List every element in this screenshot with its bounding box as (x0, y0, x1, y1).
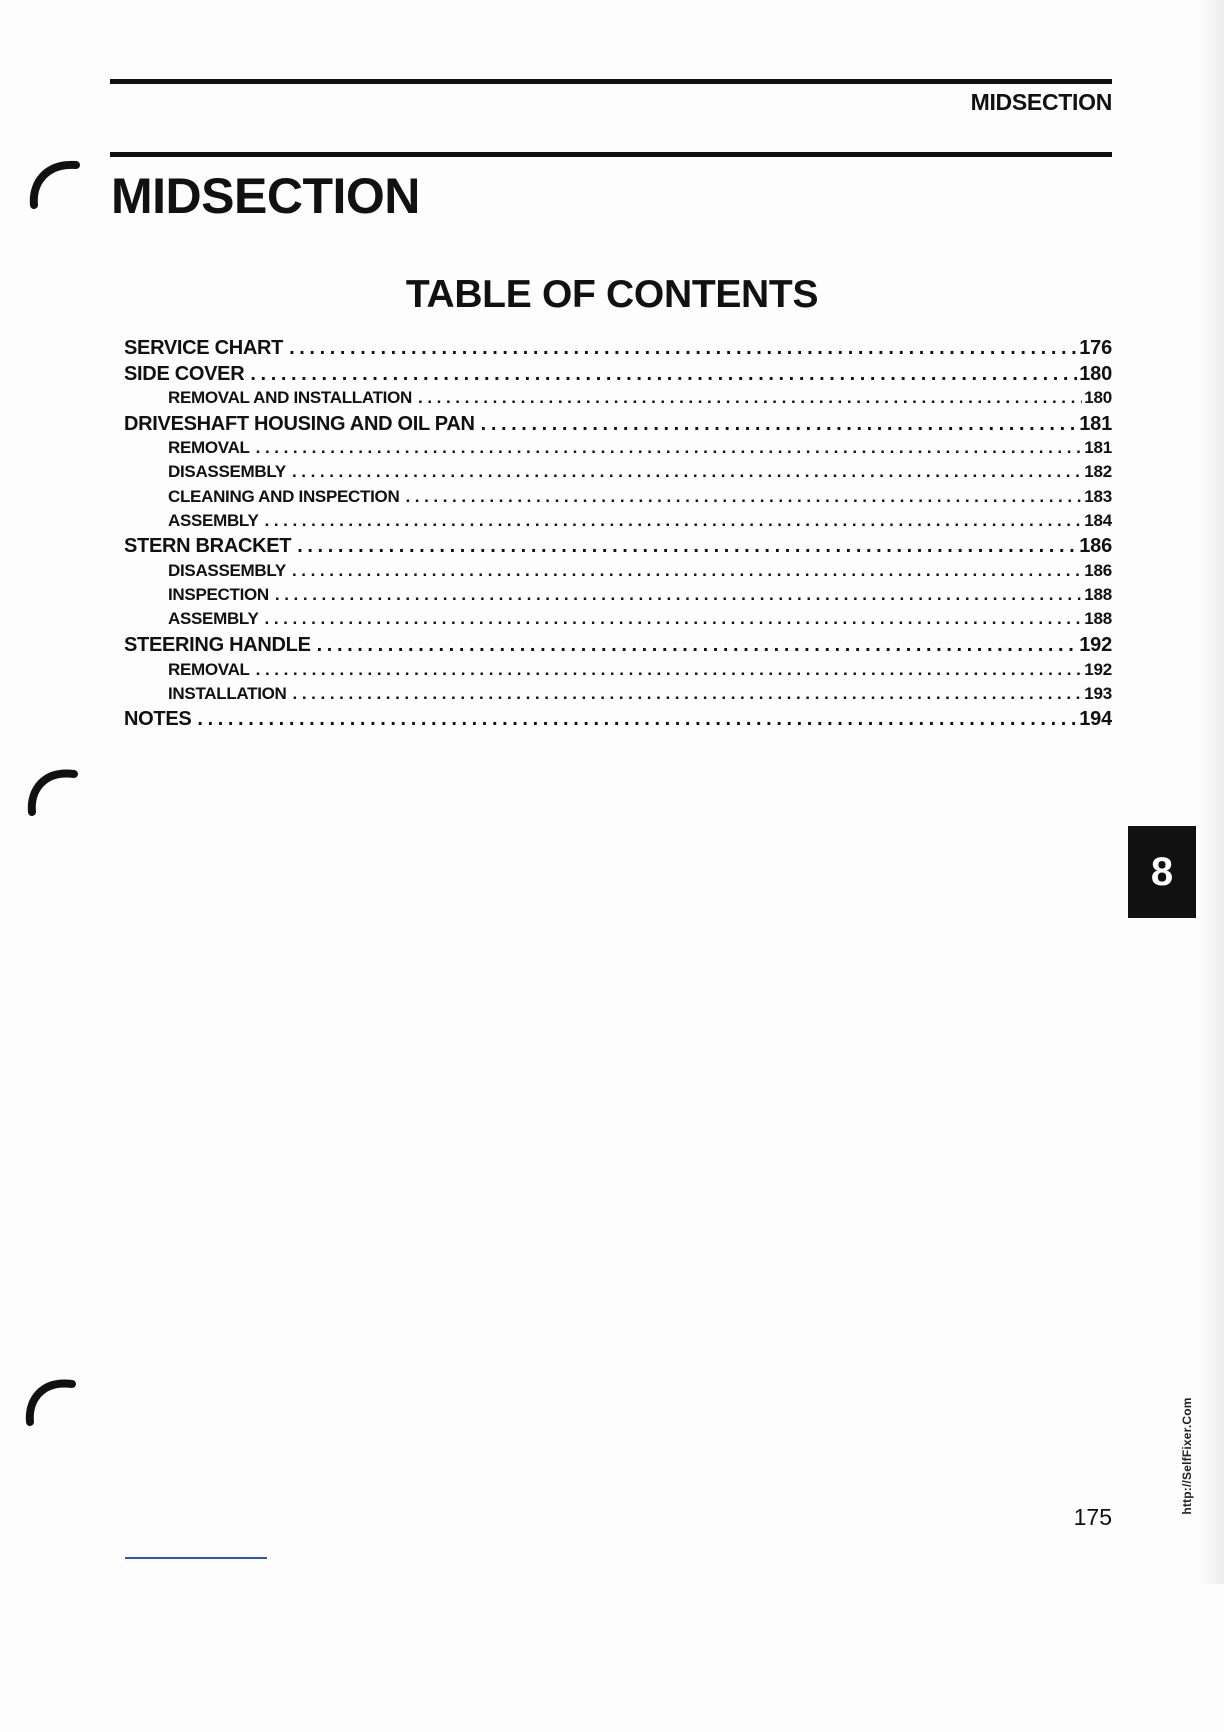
toc-entry-title: DRIVESHAFT HOUSING AND OIL PAN (124, 412, 475, 435)
punch-hole-mark-top (28, 155, 80, 215)
toc-subentry[interactable] (124, 561, 1112, 585)
toc-subentry[interactable] (124, 585, 1112, 609)
toc-dot-leader (256, 660, 1083, 680)
unused-4 (24, 1672, 76, 1732)
toc-dot-leader (405, 487, 1082, 507)
toc-entry-page: 186 (1084, 560, 1112, 580)
punch-hole-mark-middle (26, 762, 78, 822)
toc-dot-leader (256, 438, 1083, 458)
toc-entry-page: 180 (1084, 388, 1112, 407)
toc-entry[interactable] (124, 336, 1112, 362)
toc-entry-title: SERVICE CHART (124, 336, 284, 359)
toc-dot-leader (275, 585, 1082, 605)
toc-entry[interactable] (124, 708, 1112, 734)
toc-subentry[interactable] (124, 438, 1112, 462)
footer-link-underline (125, 1557, 267, 1559)
toc-subentry[interactable] (124, 660, 1112, 684)
toc-entry-page: 192 (1084, 659, 1112, 679)
toc-subentry[interactable] (124, 609, 1112, 633)
toc-entry-page: 176 (1079, 336, 1112, 359)
toc-entry-title: REMOVAL (168, 659, 250, 679)
toc-subentry[interactable] (124, 487, 1112, 511)
toc-entry-title: ASSEMBLY (168, 609, 259, 629)
toc-subentry[interactable] (124, 511, 1112, 535)
toc-entry-page: 186 (1079, 535, 1112, 558)
punch-hole-mark-bottom (24, 1372, 76, 1432)
toc-dot-leader (250, 363, 1077, 386)
toc-subentry[interactable] (124, 684, 1112, 708)
toc-entry-page: 183 (1084, 486, 1112, 506)
toc-entry[interactable] (124, 634, 1112, 660)
toc-entry-title: ASSEMBLY (168, 510, 259, 530)
toc-entry-title: STEERING HANDLE (124, 634, 311, 656)
toc-entry-page: 188 (1084, 609, 1112, 629)
toc-dot-leader (292, 462, 1082, 482)
toc-entry-page: 181 (1084, 438, 1112, 458)
section-tab: 8 (1128, 826, 1196, 918)
toc-dot-leader (265, 511, 1083, 531)
toc-entry[interactable] (124, 362, 1112, 388)
toc-entry-title: REMOVAL (168, 438, 250, 458)
toc-entry-page: 182 (1084, 462, 1112, 482)
header-rule-top (110, 79, 1112, 84)
header-rule-bottom (110, 152, 1112, 157)
toc-dot-leader (265, 609, 1083, 629)
toc-entry-title: CLEANING AND INSPECTION (168, 486, 400, 506)
page-edge-shadow (1200, 0, 1224, 1584)
toc-entry[interactable] (124, 535, 1112, 561)
toc-entry-page: 184 (1084, 510, 1112, 530)
chapter-title: MIDSECTION (111, 168, 420, 224)
toc-entry-title: NOTES (124, 708, 192, 731)
toc-dot-leader (289, 337, 1077, 360)
toc-entry-page: 193 (1084, 683, 1112, 703)
toc-entry-title: DISASSEMBLY (168, 462, 286, 482)
watermark: http://SelfFixer.Com (1180, 1397, 1194, 1515)
toc-dot-leader (481, 413, 1078, 436)
toc-dot-leader (292, 561, 1082, 581)
table-of-contents (124, 336, 1112, 734)
toc-entry-page: 188 (1084, 585, 1112, 605)
toc-entry-page: 180 (1079, 362, 1112, 385)
toc-entry-title: INSTALLATION (168, 683, 287, 703)
page-number: 175 (1073, 1504, 1112, 1530)
toc-dot-leader (293, 684, 1083, 704)
toc-dot-leader (418, 388, 1082, 408)
toc-subentry[interactable] (124, 462, 1112, 486)
toc-dot-leader (317, 634, 1078, 657)
toc-entry-page: 192 (1079, 634, 1112, 656)
toc-subentry[interactable] (124, 388, 1112, 412)
toc-entry[interactable] (124, 412, 1112, 438)
toc-entry-page: 181 (1079, 412, 1112, 435)
toc-entry-title: REMOVAL AND INSTALLATION (168, 388, 413, 407)
toc-entry-title: INSPECTION (168, 585, 269, 605)
running-head: MIDSECTION (970, 89, 1112, 115)
toc-entry-title: STERN BRACKET (124, 535, 292, 558)
toc-heading: TABLE OF CONTENTS (405, 273, 819, 316)
toc-entry-page: 194 (1079, 708, 1112, 731)
toc-dot-leader (297, 535, 1077, 558)
toc-entry-title: SIDE COVER (124, 362, 245, 385)
toc-entry-title: DISASSEMBLY (168, 560, 286, 580)
toc-dot-leader (197, 708, 1077, 731)
